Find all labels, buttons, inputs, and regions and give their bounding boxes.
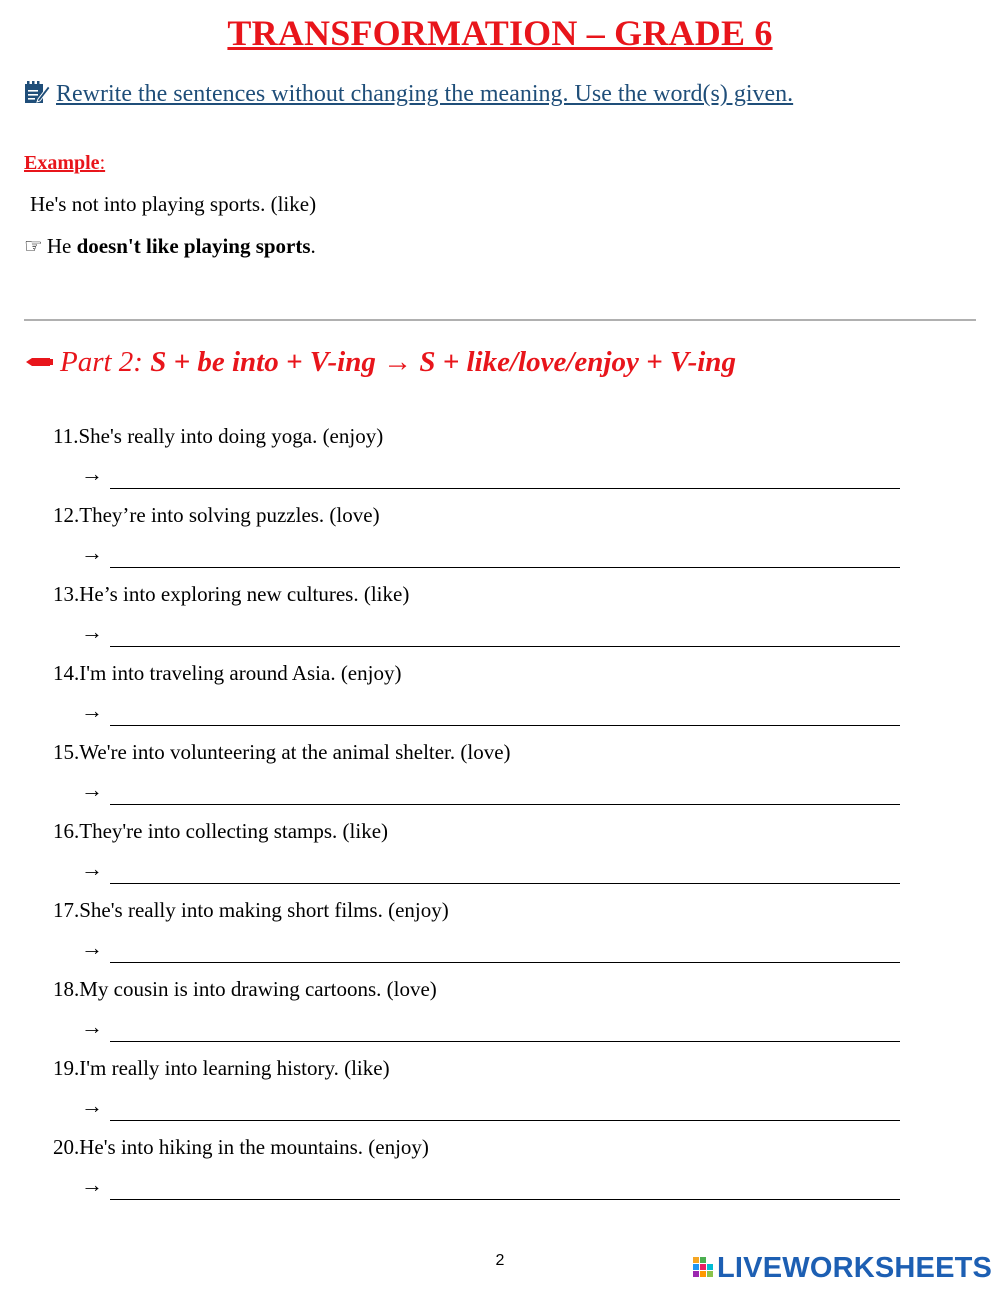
question-item: [0, 582, 1000, 661]
answer-arrow-icon: →: [81, 698, 103, 723]
question-number: 15.: [53, 740, 80, 764]
question-number: 12.: [53, 503, 80, 527]
example-sentence: He's not into playing sports. (like): [30, 192, 317, 216]
question-number: 11.: [53, 424, 79, 448]
question-sentence: He’s into exploring new cultures. (like): [79, 582, 410, 606]
question-sentence: They're into collecting stamps. (like): [79, 819, 389, 843]
answer-arrow-icon: →: [81, 1172, 103, 1197]
question-text: [53, 582, 409, 607]
question-sentence: They’re into solving puzzles. (love): [79, 503, 380, 527]
answer-arrow-icon: →: [81, 461, 103, 486]
question-number: 17.: [53, 898, 80, 922]
answer-arrow-icon: →: [81, 1093, 103, 1118]
question-text: [53, 1135, 429, 1160]
answer-line[interactable]: [110, 1199, 900, 1200]
example-answer: ☞ He doesn't like playing sports.: [24, 234, 316, 258]
brand-name: LIVEWORKSHEETS: [717, 1252, 993, 1284]
instruction-text: Rewrite the sentences without changing the meaning. Use the word(s) given.: [56, 81, 794, 107]
question-number: 13.: [53, 582, 80, 606]
section-divider: [24, 319, 976, 321]
question-sentence: I'm really into learning history. (like): [79, 1056, 390, 1080]
answer-line[interactable]: [110, 1041, 900, 1042]
example-answer-bold: doesn't like playing sports: [76, 234, 311, 258]
answer-line[interactable]: [110, 1120, 900, 1121]
question-item: [0, 898, 1000, 977]
question-number: 14.: [53, 661, 80, 685]
question-sentence: I'm into traveling around Asia. (enjoy): [79, 661, 402, 685]
question-sentence: He's into hiking in the mountains. (enjoy): [79, 1135, 429, 1159]
part-label: Part 2:: [60, 346, 151, 378]
answer-arrow-icon: →: [81, 935, 103, 960]
answer-arrow-icon: →: [81, 777, 103, 802]
answer-line[interactable]: [110, 725, 900, 726]
question-item: [0, 740, 1000, 819]
pointing-hand-icon: ☞: [24, 234, 43, 258]
answer-line[interactable]: [110, 804, 900, 805]
part-heading: [26, 344, 736, 379]
question-text: [53, 740, 511, 765]
question-number: 16.: [53, 819, 80, 843]
question-sentence: We're into volunteering at the animal shelter. (love): [79, 740, 511, 764]
question-item: [0, 661, 1000, 740]
question-item: [0, 819, 1000, 898]
question-item: [0, 977, 1000, 1056]
answer-arrow-icon: →: [81, 856, 103, 881]
question-item: [0, 503, 1000, 582]
answer-line[interactable]: [110, 962, 900, 963]
question-item: [0, 1056, 1000, 1135]
question-text: [53, 503, 380, 528]
liveworksheets-logo-icon: [693, 1257, 715, 1281]
question-text: [53, 1056, 390, 1081]
question-item: [0, 424, 1000, 503]
question-sentence: My cousin is into drawing cartoons. (love): [79, 977, 437, 1001]
pencil-icon: [26, 344, 54, 377]
question-text: [53, 977, 437, 1002]
answer-line[interactable]: [110, 488, 900, 489]
answer-line[interactable]: [110, 646, 900, 647]
question-item: [0, 1135, 1000, 1214]
memo-pencil-icon: [24, 80, 50, 111]
question-sentence: She's really into doing yoga. (enjoy): [78, 424, 384, 448]
answer-arrow-icon: →: [81, 540, 103, 565]
worksheet-title: TRANSFORMATION – GRADE 6: [227, 13, 773, 53]
instruction: [24, 80, 793, 111]
question-text: [53, 819, 388, 844]
page-number: 2: [495, 1252, 505, 1269]
answer-arrow-icon: →: [81, 1014, 103, 1039]
part-formula: S + be into + V-ing → S + like/love/enjoy + V-ing: [150, 346, 736, 378]
question-sentence: She's really into making short films. (enjoy): [79, 898, 449, 922]
example-label: Example:: [24, 152, 106, 174]
question-text: [53, 661, 401, 686]
answer-line[interactable]: [110, 883, 900, 884]
answer-arrow-icon: →: [81, 619, 103, 644]
question-number: 18.: [53, 977, 80, 1001]
question-text: [53, 898, 449, 923]
question-number: 19.: [53, 1056, 80, 1080]
answer-line[interactable]: [110, 567, 900, 568]
question-text: [53, 424, 383, 449]
question-number: 20.: [53, 1135, 80, 1159]
